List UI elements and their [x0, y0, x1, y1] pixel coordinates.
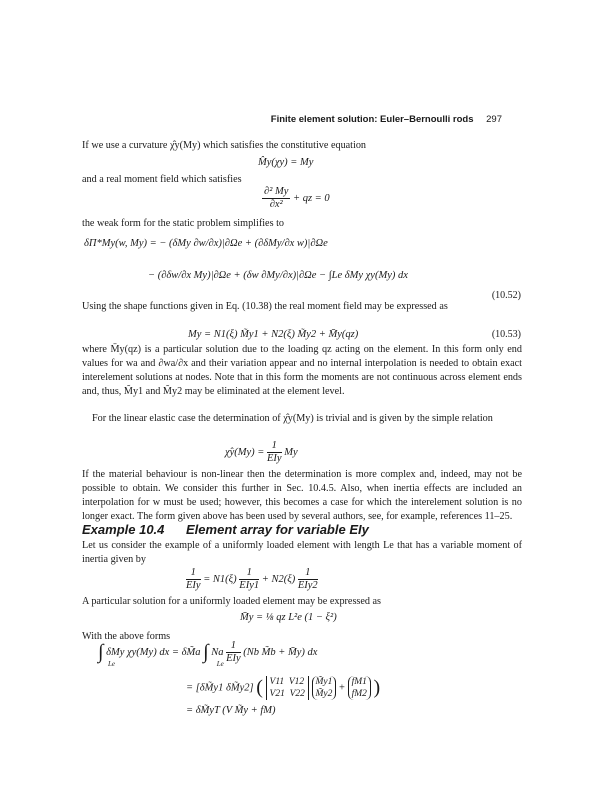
paragraph-7: If the material behaviour is non-linear then the determination is more complex and, indeed, may not be possible to obtain. We consider this further in Sec. 10.4.5. Also, when inertia effects are included an interpolation for w must be used; however, this becomes a case for which the interelement solution is no longer exact. The form given above has been used by several authors, see, for example, references 11–25. [82, 469, 522, 522]
example-heading [82, 522, 369, 537]
example-title: Element array for variable EIy [186, 522, 369, 537]
plus-sign: + [339, 682, 345, 694]
equation-constitutive: M̂y(χy) = My [258, 157, 314, 168]
inertia-f1-num: 1 [239, 567, 259, 580]
equation-final-line-2 [186, 676, 380, 700]
paragraph-1: If we use a curvature χ̂y(My) which satisfies the constitutive equation [82, 140, 367, 151]
mat-v12: V12 [288, 677, 305, 687]
paragraph-3: the weak form for the static problem simplifies to [82, 218, 284, 229]
running-header [82, 114, 502, 125]
inertia-f1-fraction [239, 567, 259, 592]
vec-f1: fM1 [351, 677, 367, 687]
running-title: Finite element solution: Euler–Bernoulli rods [270, 114, 474, 125]
integral-sign: ∫ [98, 641, 104, 663]
inertia-mid: = N1(ξ) [203, 573, 237, 585]
linear-denominator: EIy [267, 453, 282, 464]
inertia-lhs-den: EIy [186, 580, 201, 591]
equation-equilibrium [262, 186, 330, 211]
linear-numerator: 1 [267, 440, 282, 453]
integral-sign-2: ∫ [203, 641, 209, 663]
equation-weak-line-2: − (∂δw/∂x My)|∂Ωe + (δw ∂My/∂x)|∂Ωe − ∫Le δMy χy(My) dx [148, 270, 408, 281]
equation-particular-solution: M̄y = ⅛ qz L²e (1 − ξ²) [240, 612, 337, 623]
example-label: Example 10.4 [82, 522, 165, 537]
inertia-f1-den: EIy1 [239, 580, 260, 591]
vec-m1: M̃y1 [315, 677, 333, 687]
vector-m [312, 676, 337, 700]
linear-rhs: My [284, 446, 298, 458]
inertia-f2-num: 1 [298, 567, 318, 580]
final-line1-lhs: δMy χy(My) dx = δM̃a [106, 646, 201, 658]
page-number: 297 [486, 114, 502, 125]
vector-f [348, 676, 371, 700]
paragraph-4: Using the shape functions given in Eq. (10.38) the real moment field may be expressed as [82, 301, 448, 312]
equation-moment-field: My = N1(ξ) M̃y1 + N2(ξ) M̃y2 + M̄y(qz) [188, 329, 359, 340]
paragraph-10: With the above forms [82, 631, 171, 642]
equation-number-1053: (10.53) [491, 329, 521, 340]
equation-rest: + qz = 0 [293, 192, 330, 204]
equilibrium-fraction [262, 186, 290, 211]
paragraph-9: A particular solution for a uniformly loaded element may be expressed as [82, 596, 382, 607]
mat-v11: V11 [269, 677, 285, 687]
paragraph-2: and a real moment field which satisfies [82, 174, 242, 185]
integral-sub-1: Le [108, 660, 115, 668]
final-line1-mid: Na [211, 646, 224, 658]
final-line1-fraction [226, 640, 241, 665]
integral-subscripts [108, 660, 224, 668]
inertia-f2-fraction [298, 567, 318, 592]
fraction-numerator: ∂² My [264, 186, 289, 197]
equation-variable-inertia [186, 567, 318, 592]
paragraph-6: For the linear elastic case the determination of χ̂y(My) is trivial and is given by the simple relation [92, 413, 493, 424]
mat-v21: V21 [269, 689, 285, 699]
integral-sub-2: Le [216, 660, 224, 668]
equation-weak-line-1: δΠ*My(w, My) = − (δMy ∂w/∂x)|∂Ωe + (∂δMy/∂x w)|∂Ωe [84, 238, 328, 249]
paren-close: ) [373, 676, 381, 699]
paren-open: ( [256, 676, 263, 699]
fraction-denominator: ∂x² [269, 199, 283, 210]
vec-f2: fM2 [351, 689, 367, 699]
equation-linear-curvature [225, 440, 298, 465]
mat-v22: V22 [289, 689, 305, 699]
inertia-plus: + N2(ξ) [261, 573, 296, 585]
matrix-v [266, 676, 309, 700]
linear-lhs: χ̂y(My) = [225, 446, 265, 458]
inertia-f2-den: EIy2 [297, 580, 318, 591]
final-line1-rhs: (Nb M̃b + M̄y) dx [243, 646, 318, 658]
vec-m2: M̃y2 [315, 689, 333, 699]
inertia-lhs-num: 1 [186, 567, 201, 580]
inertia-lhs-fraction [186, 567, 201, 592]
final-frac-num: 1 [226, 640, 241, 653]
equation-number-1052: (10.52) [491, 290, 521, 301]
linear-fraction [267, 440, 282, 465]
final-frac-den: EIy [226, 653, 241, 664]
paragraph-5: where M̄y(qz) is a particular solution due to the loading qz acting on the element. In this form only end values for wa and ∂wa/∂x and their variation appear and no internal interpolation is needed to obtain exact interelement solutions at nodes. Note that in this form the moments are not continuous across element ends and, thus, M̃y1 and M̃y2 may be eliminated at the element level. [82, 344, 522, 397]
final-line2-row: = [δM̃y1 δM̃y2] [186, 682, 254, 694]
paragraph-8: Let us consider the example of a uniformly loaded element with length Le that has a variable moment of inertia given by [82, 540, 522, 565]
equation-final-line-3: = δM̃yT (V M̃y + fM) [186, 705, 276, 716]
